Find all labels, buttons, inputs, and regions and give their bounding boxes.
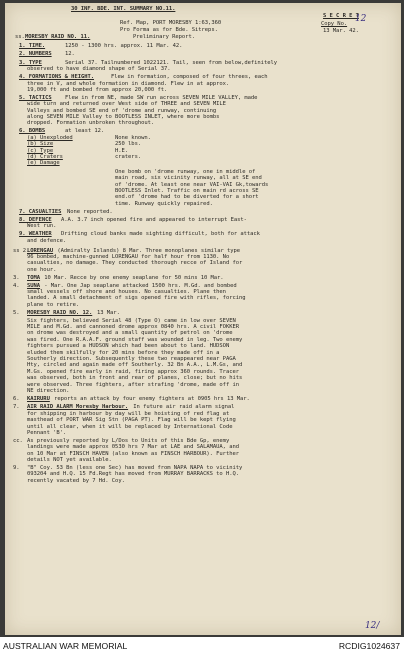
section-text: 10 Mar. Recce by one enemy seaplane for 50 mins 10 Mar. — [44, 274, 224, 281]
bomb-detail-key: (e) Damage — [27, 160, 60, 167]
section-text: landings were made approx 0530 hrs 7 Mar at LAE and SALAMAUA, and — [27, 444, 239, 451]
raid12-line: on drome was destroyed and a small quantity of petrol on 'drome — [27, 330, 233, 337]
section-text: - Mar. One Jap seaplane attacked 1500 hrs. M.Gd. and bombed — [44, 282, 237, 289]
section-label: LORENGAU — [27, 247, 54, 254]
raid-item-label: 9. WEATHER — [19, 231, 52, 238]
raid12-line: was observed, both in front and rear of planes, close; but no hits — [27, 375, 243, 382]
copy-number-label: Copy No. — [321, 21, 348, 27]
section-text: recently vacated by 7 Hd. Coy. — [27, 477, 125, 484]
section-text: for shipping in harbour by day will be hoisting of red flag at — [27, 410, 230, 417]
raid-item-text: A.A. 3.7 inch opened fire and appeared to interrupt East- — [61, 217, 247, 223]
raid12-line: M.Gs. opened fire early in raid, firing approx 360 rounds. Tracer — [27, 368, 239, 375]
section-text: plane to retire. — [27, 301, 80, 308]
section-text: until all clear, when it will be replaced by International Code — [27, 423, 233, 430]
summary-title: 30 INF. BDE. INT. SUMMARY NO.11. — [71, 6, 176, 12]
section-label: SUNA — [27, 282, 41, 289]
bomb-detail-key: (a) Unexploded — [27, 134, 73, 141]
report-date: 13 Mar. 42. — [323, 28, 359, 34]
raid-item-text: wide turn and returned over West side of THREE and SEVEN MILE — [27, 101, 226, 108]
bomb-damage-line: BOOTLESS Inlet. Traffic on main rd across SE — [115, 187, 259, 194]
classification: S E C R E T — [323, 13, 359, 19]
raid-item-text: along SEVEN MILE Valley to BOOTLESS INLET, where more bombs — [27, 114, 220, 120]
bomb-damage-line: of 'drome. At least one near VAI-VAI Gk,towards — [115, 181, 269, 188]
section-label: KAIRURU — [27, 396, 50, 403]
raid-item-text: observed to have diamond shape of Serial 37. — [27, 66, 171, 73]
bomb-damage-line: One bomb on 'drome runway, one in middle of — [115, 168, 256, 175]
raid12-line: MILE and M.Gd. and cannoned drome approx 0840 hrs. A civil FOKKER — [27, 324, 239, 330]
bombs-count: at least 12. — [65, 128, 105, 135]
section-marker: 7. — [13, 404, 20, 411]
raid-item-text: Drifting cloud banks made sighting difficult, both for attack — [61, 231, 260, 238]
raid-subtitle: Preliminary Report. — [133, 34, 195, 40]
raid-item-label: 2. NUMBERS — [19, 51, 52, 58]
section-text: casualties, no damage. They conducted thorough recce of Island for — [27, 260, 243, 267]
raid12-line: eluded them skilfully for 20 mins before they made off in a — [27, 349, 220, 356]
section-label: TOMA — [27, 274, 41, 281]
raid12-line: Six fighters, believed Serial 48 (Type O) came in low over SEVEN — [27, 317, 236, 324]
section-text: "B" Coy. 53 Bn (less one Sec) has moved from NAPA NAPA to vicinity — [27, 464, 243, 471]
raid-item-label: 3. TYPE — [19, 59, 42, 66]
section-marker: 6. — [13, 396, 20, 403]
bomb-detail-value: H.E. — [115, 147, 129, 154]
section-text: 093204 and H.Q. 15 Fd.Regt has moved from MURRAY BARRACKS to H.Q. — [27, 471, 239, 478]
section-marker: 9. — [13, 464, 20, 471]
document-page — [5, 3, 401, 635]
bomb-detail-value: 250 lbs. — [115, 141, 142, 148]
section-marker: 5. — [13, 309, 20, 316]
raid-title: MORESBY RAID NO. 11. — [25, 34, 91, 40]
raid-item-text: dropped. Formation unbroken throughout. — [27, 120, 155, 127]
raid-item-text: Flew in formation, composed of four threes, each — [111, 74, 268, 81]
raid12-line: was fired. One R.A.A.F. ground staff was wounded in leg. Two enemy — [27, 336, 243, 343]
section-text: masthead of PORT WAR Sig Stn (PAGA PT). Flag will be kept flying — [27, 417, 236, 424]
section-label: MORESBY RAID NO. 12. — [27, 309, 93, 316]
raid-item-text: 1250 - 1300 hrs. approx. 11 Mar. 42. — [65, 43, 183, 49]
bomb-detail-value: craters. — [115, 153, 142, 160]
section-marker: 3. — [13, 274, 20, 281]
raid-item-text: 12. — [65, 51, 75, 58]
raid-item-label: 7. CASUALTIES — [19, 209, 62, 216]
archive-footer — [0, 637, 404, 654]
raid-item-text: and defence. — [27, 237, 67, 244]
section-text: (Admiralty Islands) 8 Mar. Three monoplanes similar type — [57, 247, 241, 254]
section-text: In future air raid alarm signal — [133, 404, 235, 411]
footer-source: AUSTRALIAN WAR MEMORIAL — [3, 641, 128, 651]
section-marker: cc. — [13, 437, 23, 444]
raid-item-label: 5. TACTICS — [19, 94, 52, 101]
section-text: As previously reported by L/Dos to Units of this Bde Gp, enemy — [27, 437, 230, 444]
section-text: one hour. — [27, 266, 57, 273]
section-text: details NOT yet available. — [27, 457, 112, 463]
raid-item-text: three in V, and whole formation in diamond. Flew in at approx. — [27, 80, 230, 87]
raid-item-text: None reported. — [67, 209, 113, 216]
pro-forma: Pro Forma as for Bde. Sitreps. — [120, 27, 218, 33]
raid-item-text: West run. — [27, 223, 57, 230]
page-mark: 12/ — [365, 621, 380, 631]
raid-item-label: 4. FORMATIONS & HEIGHT. — [19, 74, 95, 81]
raid-item-label: 8. DEFENCE — [19, 217, 52, 223]
raid-item-label: 1. TIME. — [19, 43, 46, 49]
raid12-line: Southerly direction. Subsequently these two reappeared near PAGA — [27, 356, 236, 362]
copy-number-handwritten: 12 — [355, 14, 367, 24]
section-text: landed. A small detachment of sigs opened fire with rifles, forcing — [27, 295, 246, 302]
section-text: 13 Mar. — [97, 309, 120, 316]
section-label: AIR RAID ALARM Moresby Harbour. — [27, 404, 129, 411]
map-reference: Ref. Map, PORT MORESBY 1:63,360 — [120, 20, 222, 26]
raid12-line: Hty, circled and again made off Southerly. 32 Bn A.A., L.M.Gs, and — [27, 362, 243, 369]
bomb-damage-line: main road, six vicinity runway, all at SE end — [115, 175, 262, 182]
raid-item-text: 19,000 ft and bombed from approx 20,000 ft. — [27, 86, 168, 93]
section-marker: ss 2. — [13, 247, 30, 254]
bomb-detail-key: (b) Size — [27, 141, 54, 148]
section-text: Pennant 'B'. — [27, 429, 67, 436]
raid12-line: fighters pursued a HUDSON which had been about to land. HUDSON — [27, 343, 230, 350]
raid12-line: were observed. Three fighters, after strafing 'drome, made off in — [27, 381, 239, 388]
section-marker: 4. — [13, 282, 20, 289]
bomb-detail-key: (c) Type — [27, 147, 54, 154]
footer-id: RCDIG1024637 — [338, 641, 400, 651]
bomb-detail-value: None known. — [115, 134, 151, 141]
section-marker: ss. — [15, 34, 25, 40]
raid-item-text: Serial 37. Tailnumbered 1022121. Tail, seen from below,definitely — [65, 59, 277, 66]
section-text: 96 bombed, machine-gunned LORENGAU for half hour from 1130. No — [27, 254, 230, 260]
bombs-label: 6. BOMBS — [19, 128, 46, 135]
raid-item-text: Valleys and bombed SE end of 'drome and runway, continuing — [27, 107, 217, 114]
bomb-damage-line: time. Runway quickly repaired. — [115, 200, 213, 207]
raid-item-text: Flew in from NE, made SW run across SEVEN MILE VALLEY, made — [65, 94, 258, 101]
bomb-damage-line: end.of 'drome had to be diverted for a short — [115, 194, 259, 201]
raid12-line: NE direction. — [27, 388, 70, 394]
section-text: small vessels off shore and houses. No casualties. Plane then — [27, 289, 226, 295]
section-text: reports an attack by four enemy fighters at 0905 hrs 13 Mar. — [54, 396, 250, 403]
section-text: on 10 Mar at FINSCH HAVEN (also known as FINSCH HARBOUR). Further — [27, 450, 239, 457]
bomb-detail-key: (d) Craters — [27, 153, 63, 160]
